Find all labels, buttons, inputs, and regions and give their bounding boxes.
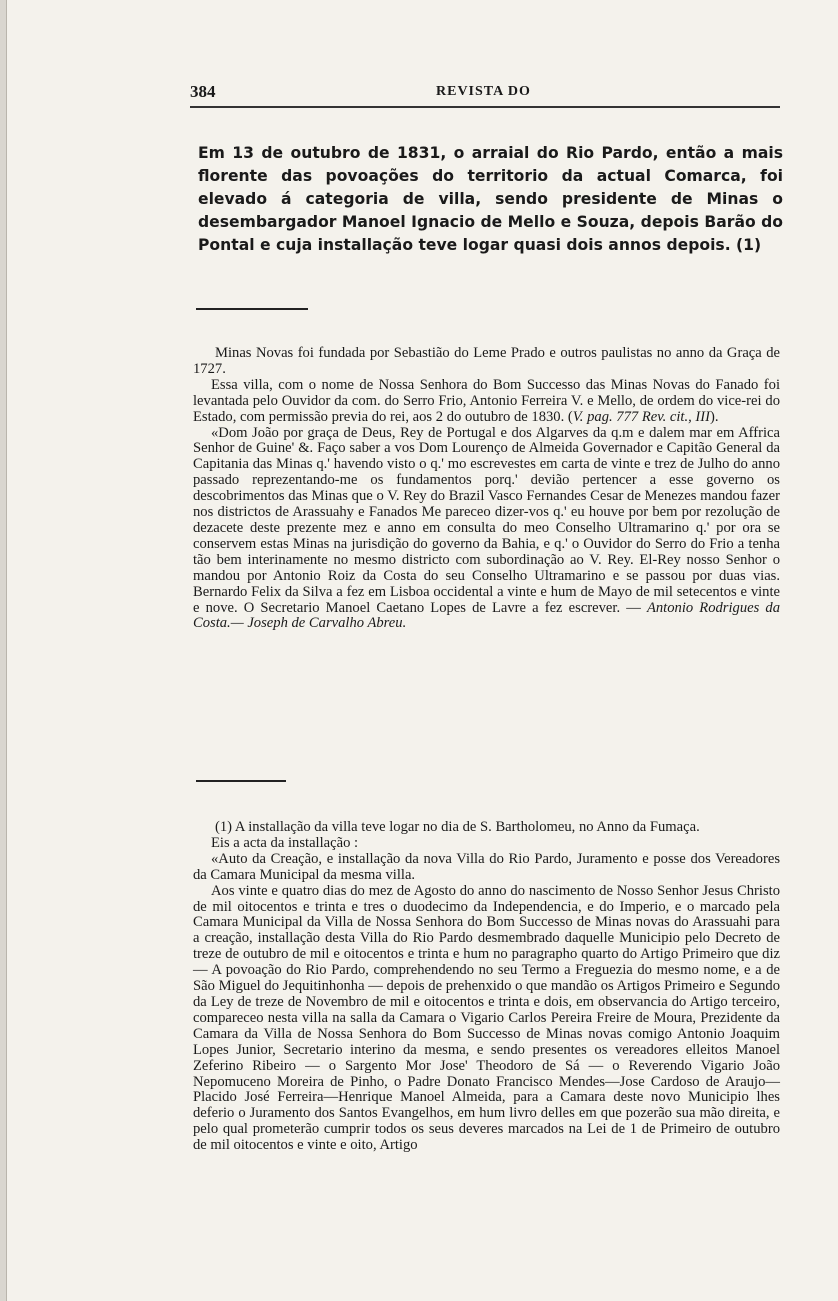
page-number: 384 [190, 82, 216, 101]
footnote-paragraph: Eis a acta da installação : [211, 834, 359, 851]
footnote-paragraph: Essa villa, com o nome de Nossa Senhora do Bom Successo das Minas Novas do Fanado foi levantada pelo Ouvidor da com. do Serro Frio, Antonio Ferreira V. e Mello, de ordem do vice-rei do Estado, com permissão previa do rei, aos 2 do outubro de 1830. (V. pag. 777 Rev. cit., III). [193, 376, 780, 425]
footnote-paragraph: Aos vinte e quatro dias do mez de Agosto do anno do nascimento de Nosso Senhor Jesus Christo de mil oitocentos e trinta e tres o duodecimo da Independencia, e do Imperio, e o marcado pela Camara Municipal da Villa de Nossa Senhora do Bom Successo de Minas novas do Arassuahi para a creação, installação desta Villa do Rio Pardo desmembrado daquelle Municipio pelo Decreto de treze de outubro de mil e oitocentos e trinta e hum no paragrapho quarto do Artigo Primeiro que diz — A povoação do Rio Pardo, comprehendendo no seu Termo a Freguezia do mesmo nome, e a de São Miguel do Jequitinhonha — depois de prehenxido o que mandão os Artigos Primeiro e Segundo da Ley de treze de Novembro de mil e oitocentos e trinta e dois, em observancia do Artigo terceiro, compareceo nesta villa na salla da Camara o Vigario Carlos Pereira Freire de Moura, Prezidente da Camara da Villa de Nossa Senhora do Bom Successo de Minas novas comigo Antonio Joaquim Lopes Junior, Secretario interino da mesma, e sendo presentes os vereadores elleitos Manoel Zeferino Ribeiro — o Sargento Mor Jose' Theodoro de Sá — o Reverendo Vigario João Nepomuceno Moreira de Pinho, o Padre Donato Francisco Mendes—Jose Cardoso de Araujo—Placido José Ferreira—Henrique Manoel Almeida, para a Camara deste novo Municipio lhes deferio o Juramento dos Santos Evangelhos, em hum livro delles em que pozerão sua mão direita, e pelo qual prometerão cumprir todos os seus deveres marcados na Lei de 1 de Primeiro de outubro de mil oitocentos e vinte e oito, Artigo [193, 882, 780, 1154]
gutter-line [6, 0, 7, 1301]
lead-paragraph: Em 13 de outubro de 1831, o arraial do Rio Pardo, então a mais florente das povoações do territorio da actual Comarca, foi elevado á categoria de villa, sendo presidente de Minas o desembargador Manoel Ignacio de Mello e Souza, depois Barão do Pontal e cuja installação teve logar quasi dois annos depois. (1) [198, 144, 783, 254]
separator-rule [196, 780, 286, 782]
page [190, 80, 783, 1154]
signatures: Antonio Rodrigues da Costa.— Joseph de Carvalho Abreu. [193, 599, 780, 632]
header-rule [190, 106, 780, 108]
separator-rule [196, 308, 308, 310]
footnote-block-b [193, 820, 780, 1154]
running-title: REVISTA DO [436, 84, 531, 99]
footnote-paragraph: «Dom João por graça de Deus, Rey de Portugal e dos Algarves da q.m e dalem mar em Affrica Senhor de Guine' &. Faço saber a vos Dom Lourenço de Almeida Governador e Capitão General da Capitania das Minas q.' havendo visto o q.' mo escrevestes em carta de vinte e trez de Julho do anno passado reprezentando-me os fundamentos porq.' devião pertencer a esse governo os descobrimentos das Minas que o V. Rey do Brazil Vasco Fernandes Cesar de Menezes mandou fazer nos districtos de Arassuahy e Fanados Me pareceo dizer-vos q.' eu houve por bem por rezolução de dezacete deste prezente mez e anno em consulta do meo Conselho Ultramarino q.' por ora se conservem estas Minas na jurisdição do governo da Bahia, e q.' o Ouvidor do Serro do Frio a tenha tão bem interinamente no mesmo districto com subordinação ao V. Rey. El-Rey nosso Senhor o mandou por Antonio Roiz da Costa do seu Conselho Ultramarino e se passou por duas vias. Bernardo Felix da Silva a fez em Lisboa occidental a vinte e hum de Mayo de mil setecentos e vinte e nove. O Secretario Manoel Caetano Lopes de Lavre a fez escrever. — Antonio Rodrigues da Costa.— Joseph de Carvalho Abreu. [193, 424, 780, 632]
footnote-block-a [193, 346, 780, 632]
footnote-paragraph: Minas Novas foi fundada por Sebastião do Leme Prado e outros paulistas no anno da Graça de 1727. [193, 345, 780, 377]
footnote-paragraph: (1) A installação da villa teve logar no dia de S. Bartholomeu, no Anno da Fumaça. [215, 819, 700, 835]
page-header [190, 80, 780, 102]
footnote-paragraph: «Auto da Creação, e installação da nova Villa do Rio Pardo, Juramento e posse dos Vereadores da Camara Municipal da mesma villa. [193, 850, 780, 883]
